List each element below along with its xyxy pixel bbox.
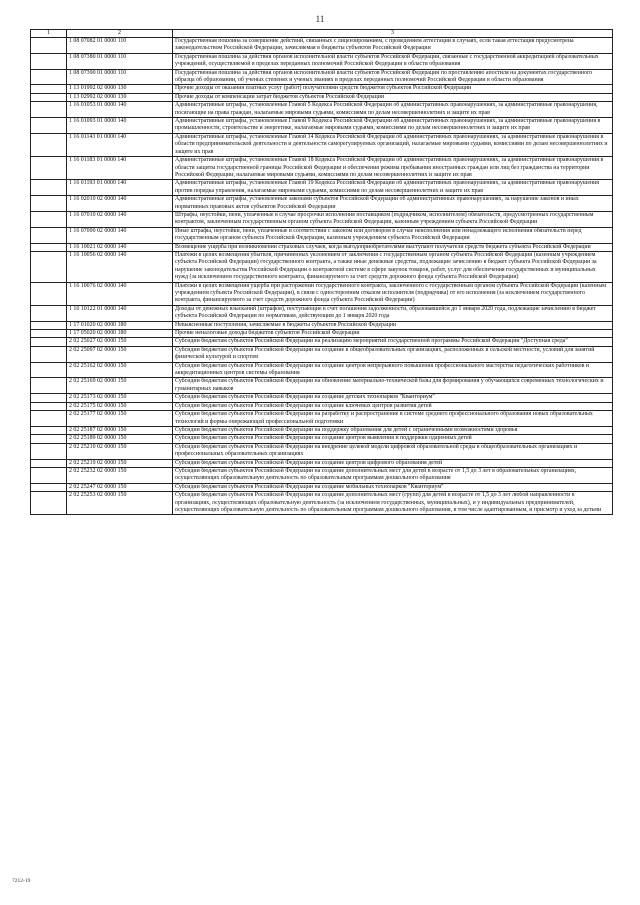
row-empty-cell — [31, 362, 67, 378]
row-empty-cell — [31, 180, 67, 196]
revenue-code: 1 16 01193 01 0000 140 — [67, 180, 173, 196]
revenue-description: Административные штрафы, установленные Главой 18 Кодекса Российской Федерации об административных правонарушениях, за административные правонарушения в области защиты государственной границы Российской Федерации и обеспечения режима пребывания иностранных граждан или лиц без гражданства на территории Российской Федерации, налагаемые мировыми судьями, комиссиями по делам несовершеннолетних и защите их прав — [173, 157, 613, 180]
revenue-description: Субсидии бюджетам субъектов Российской Федерации на создание центров цифрового образования детей — [173, 459, 613, 467]
table-row — [31, 330, 613, 338]
revenue-code: 1 16 01093 01 0000 140 — [67, 118, 173, 134]
row-empty-cell — [31, 467, 67, 483]
revenue-code: 2 02 25247 02 0000 150 — [67, 483, 173, 491]
row-empty-cell — [31, 443, 67, 459]
revenue-code: 2 02 25177 02 0000 150 — [67, 411, 173, 427]
table-row — [31, 69, 613, 85]
revenue-description: Административные штрафы, установленные Главой 5 Кодекса Российской Федерации об административных правонарушениях, за административные правонарушения, посягающие на права граждан, налагаемые мировыми судьями, комиссиями по делам несовершеннолетних и защите их прав — [173, 102, 613, 118]
revenue-code: 1 16 07010 02 0000 140 — [67, 211, 173, 227]
row-empty-cell — [31, 157, 67, 180]
revenue-code: 1 08 07380 01 0000 110 — [67, 53, 173, 69]
revenue-code: 1 16 01053 01 0000 140 — [67, 102, 173, 118]
revenue-description: Субсидии бюджетам субъектов Российской Федерации на создание мобильных технопарков "Кванториум" — [173, 483, 613, 491]
table-row — [31, 157, 613, 180]
revenue-code: 1 16 01183 01 0000 140 — [67, 157, 173, 180]
revenue-code: 2 02 25162 02 0000 150 — [67, 362, 173, 378]
table-row — [31, 362, 613, 378]
revenue-description: Государственная пошлина за действия органов исполнительной власти субъектов Российской Федерации, связанные с государственной аккредитацией образовательных учреждений, осуществляемой в пределах переданных полномочий Российской Федерации в области образования — [173, 53, 613, 69]
table-row — [31, 118, 613, 134]
table-row — [31, 492, 613, 515]
row-empty-cell — [31, 133, 67, 156]
table-row — [31, 346, 613, 362]
footer-code: 7212-19 — [12, 878, 31, 884]
row-empty-cell — [31, 346, 67, 362]
table-row — [31, 459, 613, 467]
revenue-description: Субсидии бюджетам субъектов Российской Федерации на реализацию мероприятий государственной программы Российской Федерации "Доступная среда" — [173, 338, 613, 346]
page-number: 11 — [315, 14, 325, 24]
revenue-code: 2 02 25189 02 0000 150 — [67, 435, 173, 443]
revenue-code: 1 08 07390 01 0000 110 — [67, 69, 173, 85]
revenue-description: Платежи в целях возмещения убытков, причиненных уклонением от заключения с государственным органом субъекта Российской Федерации (казенным учреждением субъекта Российской Федерации) государственного контракта, а также иные денежные средства, подлежащие зачислению в бюджет субъекта Российской Федерации за нарушение законодательства Российской Федерации о контрактной системе в сфере закупок товаров, работ, услуг для обеспечения государственных и муниципальных нужд (за исключением государственного контракта, финансируемого за счет средств дорожного фонда субъекта Российской Федерации) — [173, 251, 613, 282]
revenue-description: Административные штрафы, установленные Главой 14 Кодекса Российской Федерации об административных правонарушениях, за административные правонарушения в области предпринимательской деятельности и деятельности саморегулируемых организаций, налагаемые мировыми судьями, комиссиями по делам несовершеннолетних и защите их прав — [173, 133, 613, 156]
row-empty-cell — [31, 330, 67, 338]
row-empty-cell — [31, 53, 67, 69]
revenue-description: Административные штрафы, установленные Главой 9 Кодекса Российской Федерации об административных правонарушениях, за административные правонарушения в промышленности, строительстве и энергетике, налагаемые мировыми судьями, комиссиями по делам несовершеннолетних и защите их прав — [173, 118, 613, 134]
revenue-description: Субсидии бюджетам субъектов Российской Федерации на внедрение целевой модели цифровой образовательной среды в общеобразовательных организациях и профессиональных образовательных организациях — [173, 443, 613, 459]
revenue-description: Административные штрафы, установленные законами субъектов Российской Федерации об административных правонарушениях, за нарушение законов и иных нормативных правовых актов субъектов Российской Федерации — [173, 196, 613, 212]
column-header-1: 1 — [31, 30, 67, 38]
table-row — [31, 102, 613, 118]
revenue-description: Субсидии бюджетам субъектов Российской Федерации на обновление материально-технической базы для формирования у обучающихся современных технологических и гуманитарных навыков — [173, 378, 613, 394]
row-empty-cell — [31, 321, 67, 329]
revenue-code: 2 02 25210 02 0000 150 — [67, 443, 173, 459]
row-empty-cell — [31, 338, 67, 346]
revenue-description: Платежи в целях возмещения ущерба при расторжении государственного контракта, заключенного с государственным органом субъекта Российской Федерации (казенным учреждением субъекта Российской Федерации), в связи с односторонним отказом исполнителя (подрядчика) от его исполнения (за исключением государственного контракта, финансируемого за счет средств дорожного фонда субъекта Российской Федерации) — [173, 282, 613, 305]
table-row — [31, 426, 613, 434]
revenue-code: 1 16 01143 01 0000 140 — [67, 133, 173, 156]
revenue-description: Субсидии бюджетам субъектов Российской Федерации на создание центров непрерывного повышения профессионального мастерства педагогических работников и аккредитационных центров системы образования — [173, 362, 613, 378]
revenue-description: Невыясненные поступления, зачисляемые в бюджеты субъектов Российской Федерации — [173, 321, 613, 329]
revenue-description: Субсидии бюджетам субъектов Российской Федерации на создание центров выявления и поддержки одаренных детей — [173, 435, 613, 443]
row-empty-cell — [31, 69, 67, 85]
revenue-code: 2 02 25187 02 0000 150 — [67, 426, 173, 434]
column-header-2: 2 — [67, 30, 173, 38]
row-empty-cell — [31, 118, 67, 134]
revenue-description: Субсидии бюджетам субъектов Российской Федерации на разработку и распространение в системе среднего профессионального образования новых образовательных технологий и формы опережающей профессиональной подготовки — [173, 411, 613, 427]
revenue-code: 1 16 02010 02 0000 140 — [67, 196, 173, 212]
row-empty-cell — [31, 394, 67, 402]
table-row — [31, 38, 613, 54]
revenue-code: 1 16 10021 02 0000 140 — [67, 243, 173, 251]
table-row — [31, 394, 613, 402]
revenue-description: Государственная пошлина за совершение действий, связанных с лицензированием, с проведением аттестации в случаях, если такая аттестация предусмотрена законодательством Российской Федерации, зачисляемая в бюджеты субъектов Российской Федерации — [173, 38, 613, 54]
revenue-code: 2 02 25169 02 0000 150 — [67, 378, 173, 394]
row-empty-cell — [31, 305, 67, 321]
row-empty-cell — [31, 243, 67, 251]
table-row — [31, 53, 613, 69]
revenue-code: 1 13 01992 02 0000 130 — [67, 85, 173, 93]
revenue-description: Иные штрафы, неустойки, пени, уплаченные в соответствии с законом или договором в случае неисполнения или ненадлежащего исполнения обязательств перед государственным органом субъекта Российской Федерации, казенным учреждением субъекта Российской Федерации — [173, 227, 613, 243]
row-empty-cell — [31, 38, 67, 54]
revenue-code: 1 17 01020 02 0000 180 — [67, 321, 173, 329]
table-body — [31, 38, 613, 515]
table-row — [31, 133, 613, 156]
row-empty-cell — [31, 426, 67, 434]
revenue-description: Прочие неналоговые доходы бюджетов субъектов Российской Федерации — [173, 330, 613, 338]
revenue-code: 1 13 02992 02 0000 130 — [67, 93, 173, 101]
row-empty-cell — [31, 411, 67, 427]
column-header-3: 3 — [173, 30, 613, 38]
table-row — [31, 196, 613, 212]
table-row — [31, 435, 613, 443]
revenue-code: 1 16 10076 02 0000 140 — [67, 282, 173, 305]
table-row — [31, 85, 613, 93]
row-empty-cell — [31, 251, 67, 282]
table-row — [31, 180, 613, 196]
table-row — [31, 282, 613, 305]
row-empty-cell — [31, 102, 67, 118]
table-row — [31, 227, 613, 243]
revenue-code: 1 16 10122 01 0000 140 — [67, 305, 173, 321]
table-row — [31, 305, 613, 321]
revenue-description: Субсидии бюджетам субъектов Российской Федерации на создание дополнительных мест (групп) для детей в возрасте от 1,5 до 3 лет любой направленности в организациях, осуществляющих образовательную деятельность (за исключением государственных, муниципальных), и у индивидуальных предпринимателей, осуществляющих образовательную деятельность по образовательным программам дошкольного образования, в том числе адаптированным, и присмотр и уход за детьми — [173, 492, 613, 515]
revenue-code: 1 17 05020 02 0000 180 — [67, 330, 173, 338]
table-row — [31, 411, 613, 427]
revenue-description: Штрафы, неустойки, пени, уплаченные в случае просрочки исполнения поставщиком (подрядчиком, исполнителем) обязательств, предусмотренных государственным контрактом, заключенным государственным органом субъекта Российской Федерации, казенным учреждением субъекта Российской Федерации — [173, 211, 613, 227]
table-row — [31, 338, 613, 346]
revenue-code: 2 02 25219 02 0000 150 — [67, 459, 173, 467]
table-row — [31, 243, 613, 251]
row-empty-cell — [31, 378, 67, 394]
revenue-description: Государственная пошлина за действия органов исполнительной власти субъектов Российской Федерации по проставлению апостиля на документах государственного образца об образовании, об ученых степенях и ученых званиях в пределах переданных полномочий Российской Федерации в области образования — [173, 69, 613, 85]
revenue-code: 2 02 25253 02 0000 150 — [67, 492, 173, 515]
row-empty-cell — [31, 402, 67, 410]
revenue-description: Субсидии бюджетам субъектов Российской Федерации на поддержку образования для детей с ограниченными возможностями здоровья — [173, 426, 613, 434]
revenue-code: 1 16 07090 02 0000 140 — [67, 227, 173, 243]
revenue-description: Субсидии бюджетам субъектов Российской Федерации на создание дополнительных мест для детей в возрасте от 1,5 до 3 лет в образовательных организациях, осуществляющих образовательную деятельность по образовательным программам дошкольного образования — [173, 467, 613, 483]
revenue-description: Доходы от денежных взысканий (штрафов), поступающие в счет погашения задолженности, образовавшейся до 1 января 2020 года, подлежащие зачислению в бюджет субъекта Российской Федерации по нормативам, действующим до 1 января 2020 года — [173, 305, 613, 321]
revenue-code: 1 08 07082 01 0000 110 — [67, 38, 173, 54]
row-empty-cell — [31, 93, 67, 101]
revenue-code: 1 16 10056 02 0000 140 — [67, 251, 173, 282]
table-row — [31, 443, 613, 459]
column-number-row — [31, 30, 613, 38]
revenue-code: 2 02 25175 02 0000 150 — [67, 402, 173, 410]
table-row — [31, 402, 613, 410]
revenue-code: 2 02 25097 02 0000 150 — [67, 346, 173, 362]
revenue-description: Прочие доходы от оказания платных услуг (работ) получателями средств бюджетов субъектов Российской Федерации — [173, 85, 613, 93]
revenue-description: Субсидии бюджетам субъектов Российской Федерации на создание ключевых центров развития детей — [173, 402, 613, 410]
row-empty-cell — [31, 196, 67, 212]
row-empty-cell — [31, 483, 67, 491]
row-empty-cell — [31, 85, 67, 93]
revenue-description: Субсидии бюджетам субъектов Российской Федерации на создание детских технопарков "Кванториум" — [173, 394, 613, 402]
revenue-description: Административные штрафы, установленные Главой 19 Кодекса Российской Федерации об административных правонарушениях, за административные правонарушения против порядка управления, налагаемые мировыми судьями, комиссиями по делам несовершеннолетних и защите их прав — [173, 180, 613, 196]
row-empty-cell — [31, 492, 67, 515]
row-empty-cell — [31, 435, 67, 443]
table-row — [31, 483, 613, 491]
table-row — [31, 321, 613, 329]
revenue-code: 2 02 25027 02 0000 150 — [67, 338, 173, 346]
revenue-description: Субсидии бюджетам субъектов Российской Федерации на создание в общеобразовательных организациях, расположенных в сельской местности, условий для занятий физической культурой и спортом — [173, 346, 613, 362]
row-empty-cell — [31, 459, 67, 467]
table-row — [31, 251, 613, 282]
table-row — [31, 93, 613, 101]
row-empty-cell — [31, 211, 67, 227]
table-row — [31, 211, 613, 227]
revenue-codes-table — [30, 29, 613, 515]
revenue-code: 2 02 25232 02 0000 150 — [67, 467, 173, 483]
revenue-code: 2 02 25173 02 0000 150 — [67, 394, 173, 402]
row-empty-cell — [31, 282, 67, 305]
table-row — [31, 467, 613, 483]
table-row — [31, 378, 613, 394]
row-empty-cell — [31, 227, 67, 243]
revenue-description: Возмещение ущерба при возникновении страховых случаев, когда выгодоприобретателями выступают получатели средств бюджета субъекта Российской Федерации — [173, 243, 613, 251]
revenue-description: Прочие доходы от компенсации затрат бюджетов субъектов Российской Федерации — [173, 93, 613, 101]
